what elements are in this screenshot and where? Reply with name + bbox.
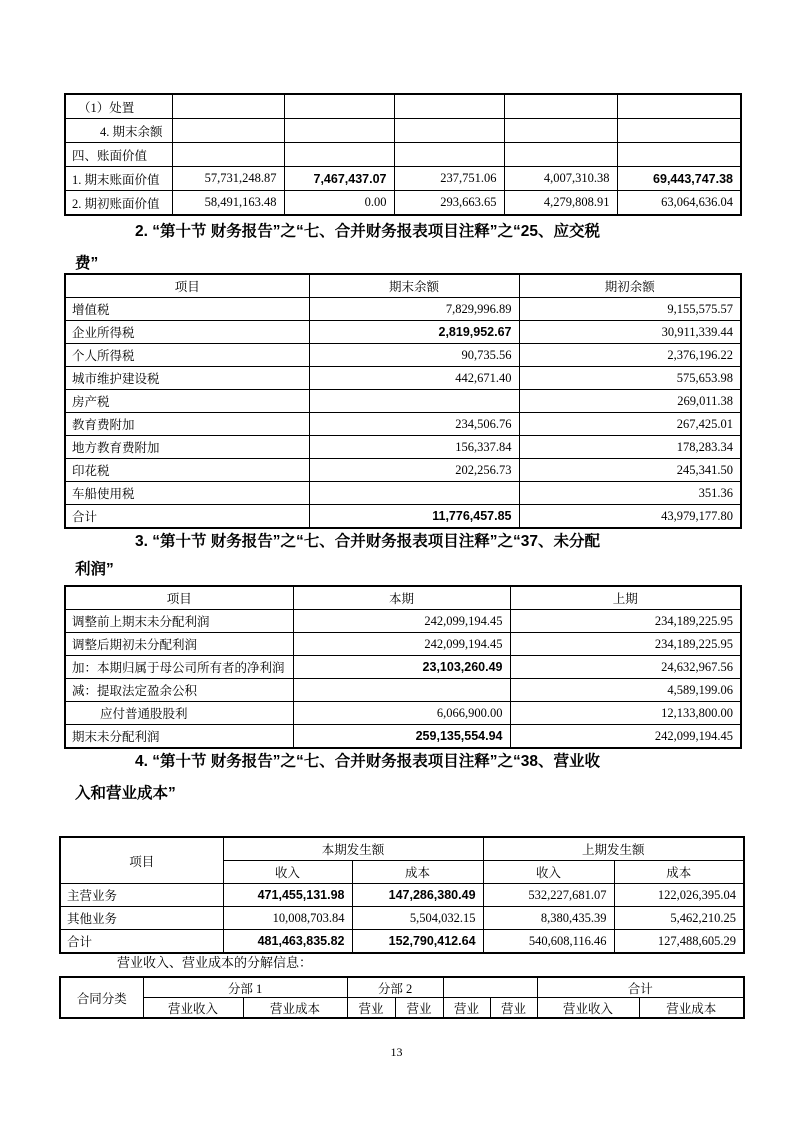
table-header-row	[60, 977, 744, 998]
breakdown-note: 营业收入、营业成本的分解信息：	[117, 955, 313, 970]
row-label: 其他业务	[60, 907, 223, 930]
cell-value	[309, 482, 519, 505]
column-header: 成本	[614, 861, 744, 884]
column-header: 期末余额	[309, 274, 519, 298]
cell-value: 57,731,248.87	[172, 167, 284, 191]
row-label: 地方教育费附加	[65, 436, 309, 459]
row-label: 车船使用税	[65, 482, 309, 505]
section-heading-revenue	[64, 746, 740, 810]
taxes-payable-table	[64, 273, 742, 529]
cell-value: 10,008,703.84	[223, 907, 352, 930]
cell-value: 532,227,681.07	[483, 884, 614, 907]
cell-value: 122,026,395.04	[614, 884, 744, 907]
cell-value	[394, 119, 504, 143]
row-label: 调整后期初未分配利润	[65, 633, 293, 656]
cell-value	[504, 119, 617, 143]
cell-value: 4,279,808.91	[504, 191, 617, 216]
row-label: 主营业务	[60, 884, 223, 907]
table-row	[65, 725, 741, 749]
cell-value	[504, 143, 617, 167]
column-header: 项目	[65, 274, 309, 298]
cell-value: 245,341.50	[519, 459, 741, 482]
column-group-header: 合计	[537, 977, 744, 998]
row-label: 应付普通股股利	[65, 702, 293, 725]
table-row	[65, 344, 741, 367]
row-label: 城市维护建设税	[65, 367, 309, 390]
row-label: 调整前上期末未分配利润	[65, 610, 293, 633]
table-subheader-row	[60, 998, 744, 1019]
cell-value: 6,066,900.00	[293, 702, 510, 725]
cell-value: 7,829,996.89	[309, 298, 519, 321]
table-row	[65, 321, 741, 344]
cell-value: 575,653.98	[519, 367, 741, 390]
section-heading-retained-earnings	[64, 528, 740, 584]
column-group-header: 上期发生额	[483, 837, 744, 861]
revenue-breakdown-table	[59, 976, 745, 1019]
column-header: 项目	[60, 837, 223, 884]
row-label: 减：提取法定盈余公积	[65, 679, 293, 702]
column-header: 收入	[483, 861, 614, 884]
column-header: 成本	[352, 861, 483, 884]
cell-value: 242,099,194.45	[293, 610, 510, 633]
heading-line: 利润”	[75, 561, 114, 578]
cell-value: 58,491,163.48	[172, 191, 284, 216]
table-row	[65, 167, 741, 191]
cell-value: 2,819,952.67	[309, 321, 519, 344]
cell-value: 481,463,835.82	[223, 930, 352, 954]
row-label: 1. 期末账面价值	[65, 167, 172, 191]
page-number: 13	[390, 1045, 403, 1059]
row-label: 合计	[65, 505, 309, 529]
column-header: 营业成本	[639, 998, 744, 1019]
cell-value	[284, 143, 394, 167]
cell-value: 11,776,457.85	[309, 505, 519, 529]
cell-value: 2,376,196.22	[519, 344, 741, 367]
column-group-header: 分部 1	[143, 977, 347, 998]
cell-value	[617, 94, 741, 119]
cell-value: 234,506.76	[309, 413, 519, 436]
cell-value: 293,663.65	[394, 191, 504, 216]
cell-value	[172, 94, 284, 119]
column-header: 营业	[443, 998, 490, 1019]
table-row	[65, 143, 741, 167]
column-header: 上期	[510, 586, 741, 610]
cell-value: 4,589,199.06	[510, 679, 741, 702]
cell-value: 5,462,210.25	[614, 907, 744, 930]
retained-earnings-table	[64, 585, 742, 749]
cell-value: 237,751.06	[394, 167, 504, 191]
table-row	[65, 436, 741, 459]
table-header-row	[60, 837, 744, 861]
table-row	[65, 459, 741, 482]
table-header-row	[65, 586, 741, 610]
table-row	[65, 413, 741, 436]
table-row	[60, 907, 744, 930]
cell-value: 234,189,225.95	[510, 633, 741, 656]
cell-value: 267,425.01	[519, 413, 741, 436]
column-header: 项目	[65, 586, 293, 610]
cell-value: 12,133,800.00	[510, 702, 741, 725]
cell-value: 202,256.73	[309, 459, 519, 482]
table-row	[65, 94, 741, 119]
cell-value: 351.36	[519, 482, 741, 505]
column-header: 营业	[490, 998, 537, 1019]
cell-value	[172, 143, 284, 167]
row-label: 期末未分配利润	[65, 725, 293, 749]
table-row	[60, 930, 744, 954]
cell-value	[394, 143, 504, 167]
cell-value: 242,099,194.45	[510, 725, 741, 749]
cell-value: 90,735.56	[309, 344, 519, 367]
cell-value	[504, 94, 617, 119]
revenue-cost-table	[59, 836, 745, 954]
heading-line: 4. “第十节 财务报告”之“七、合并财务报表项目注释”之“38、营业收	[135, 753, 601, 770]
table-row	[60, 884, 744, 907]
column-header: 营业收入	[537, 998, 639, 1019]
row-label: 教育费附加	[65, 413, 309, 436]
cell-value: 471,455,131.98	[223, 884, 352, 907]
table-row	[65, 298, 741, 321]
row-label: 加：本期归属于母公司所有者的净利润	[65, 656, 293, 679]
cell-value	[617, 119, 741, 143]
cell-value: 9,155,575.57	[519, 298, 741, 321]
cell-value: 69,443,747.38	[617, 167, 741, 191]
cell-value: 63,064,636.04	[617, 191, 741, 216]
cell-value: 0.00	[284, 191, 394, 216]
column-group-header: 本期发生额	[223, 837, 483, 861]
cell-value	[309, 390, 519, 413]
cell-value: 5,504,032.15	[352, 907, 483, 930]
heading-line: 入和营业成本”	[75, 785, 176, 802]
heading-line: 费”	[75, 255, 99, 272]
column-header: 营业收入	[143, 998, 243, 1019]
cell-value	[284, 119, 394, 143]
table-row	[65, 367, 741, 390]
row-label: 四、账面价值	[65, 143, 172, 167]
row-label: 个人所得税	[65, 344, 309, 367]
cell-value: 30,911,339.44	[519, 321, 741, 344]
column-header: 营业成本	[243, 998, 347, 1019]
table-row	[65, 633, 741, 656]
column-group-header	[443, 977, 537, 998]
table-row	[65, 390, 741, 413]
cell-value: 7,467,437.07	[284, 167, 394, 191]
table-row	[65, 191, 741, 216]
cell-value	[617, 143, 741, 167]
cell-value	[172, 119, 284, 143]
carrying-value-table	[64, 93, 742, 216]
column-header: 营业	[395, 998, 443, 1019]
section-heading-taxes	[64, 216, 740, 280]
column-header: 收入	[223, 861, 352, 884]
cell-value: 242,099,194.45	[293, 633, 510, 656]
table-row	[65, 656, 741, 679]
cell-value: 43,979,177.80	[519, 505, 741, 529]
row-label: （1）处置	[65, 94, 172, 119]
table-header-row	[65, 274, 741, 298]
table-row	[65, 679, 741, 702]
row-label: 房产税	[65, 390, 309, 413]
column-header: 合同分类	[60, 977, 143, 1018]
cell-value: 4,007,310.38	[504, 167, 617, 191]
table-row	[65, 610, 741, 633]
cell-value	[394, 94, 504, 119]
cell-value	[293, 679, 510, 702]
column-group-header: 分部 2	[347, 977, 443, 998]
row-label: 企业所得税	[65, 321, 309, 344]
cell-value: 269,011.38	[519, 390, 741, 413]
heading-line: 3. “第十节 财务报告”之“七、合并财务报表项目注释”之“37、未分配	[135, 533, 601, 550]
row-label: 增值税	[65, 298, 309, 321]
column-header: 本期	[293, 586, 510, 610]
table-row	[65, 482, 741, 505]
cell-value: 147,286,380.49	[352, 884, 483, 907]
cell-value: 259,135,554.94	[293, 725, 510, 749]
cell-value	[284, 94, 394, 119]
cell-value: 8,380,435.39	[483, 907, 614, 930]
column-header: 期初余额	[519, 274, 741, 298]
cell-value: 234,189,225.95	[510, 610, 741, 633]
cell-value: 24,632,967.56	[510, 656, 741, 679]
table-row	[65, 119, 741, 143]
cell-value: 152,790,412.64	[352, 930, 483, 954]
table-row	[65, 505, 741, 529]
cell-value: 23,103,260.49	[293, 656, 510, 679]
table-row	[65, 702, 741, 725]
cell-value: 442,671.40	[309, 367, 519, 390]
row-label: 印花税	[65, 459, 309, 482]
row-label: 4. 期末余额	[65, 119, 172, 143]
cell-value: 156,337.84	[309, 436, 519, 459]
cell-value: 540,608,116.46	[483, 930, 614, 954]
row-label: 2. 期初账面价值	[65, 191, 172, 216]
row-label: 合计	[60, 930, 223, 954]
cell-value: 127,488,605.29	[614, 930, 744, 954]
heading-line: 2. “第十节 财务报告”之“七、合并财务报表项目注释”之“25、应交税	[135, 223, 601, 240]
column-header: 营业	[347, 998, 395, 1019]
cell-value: 178,283.34	[519, 436, 741, 459]
